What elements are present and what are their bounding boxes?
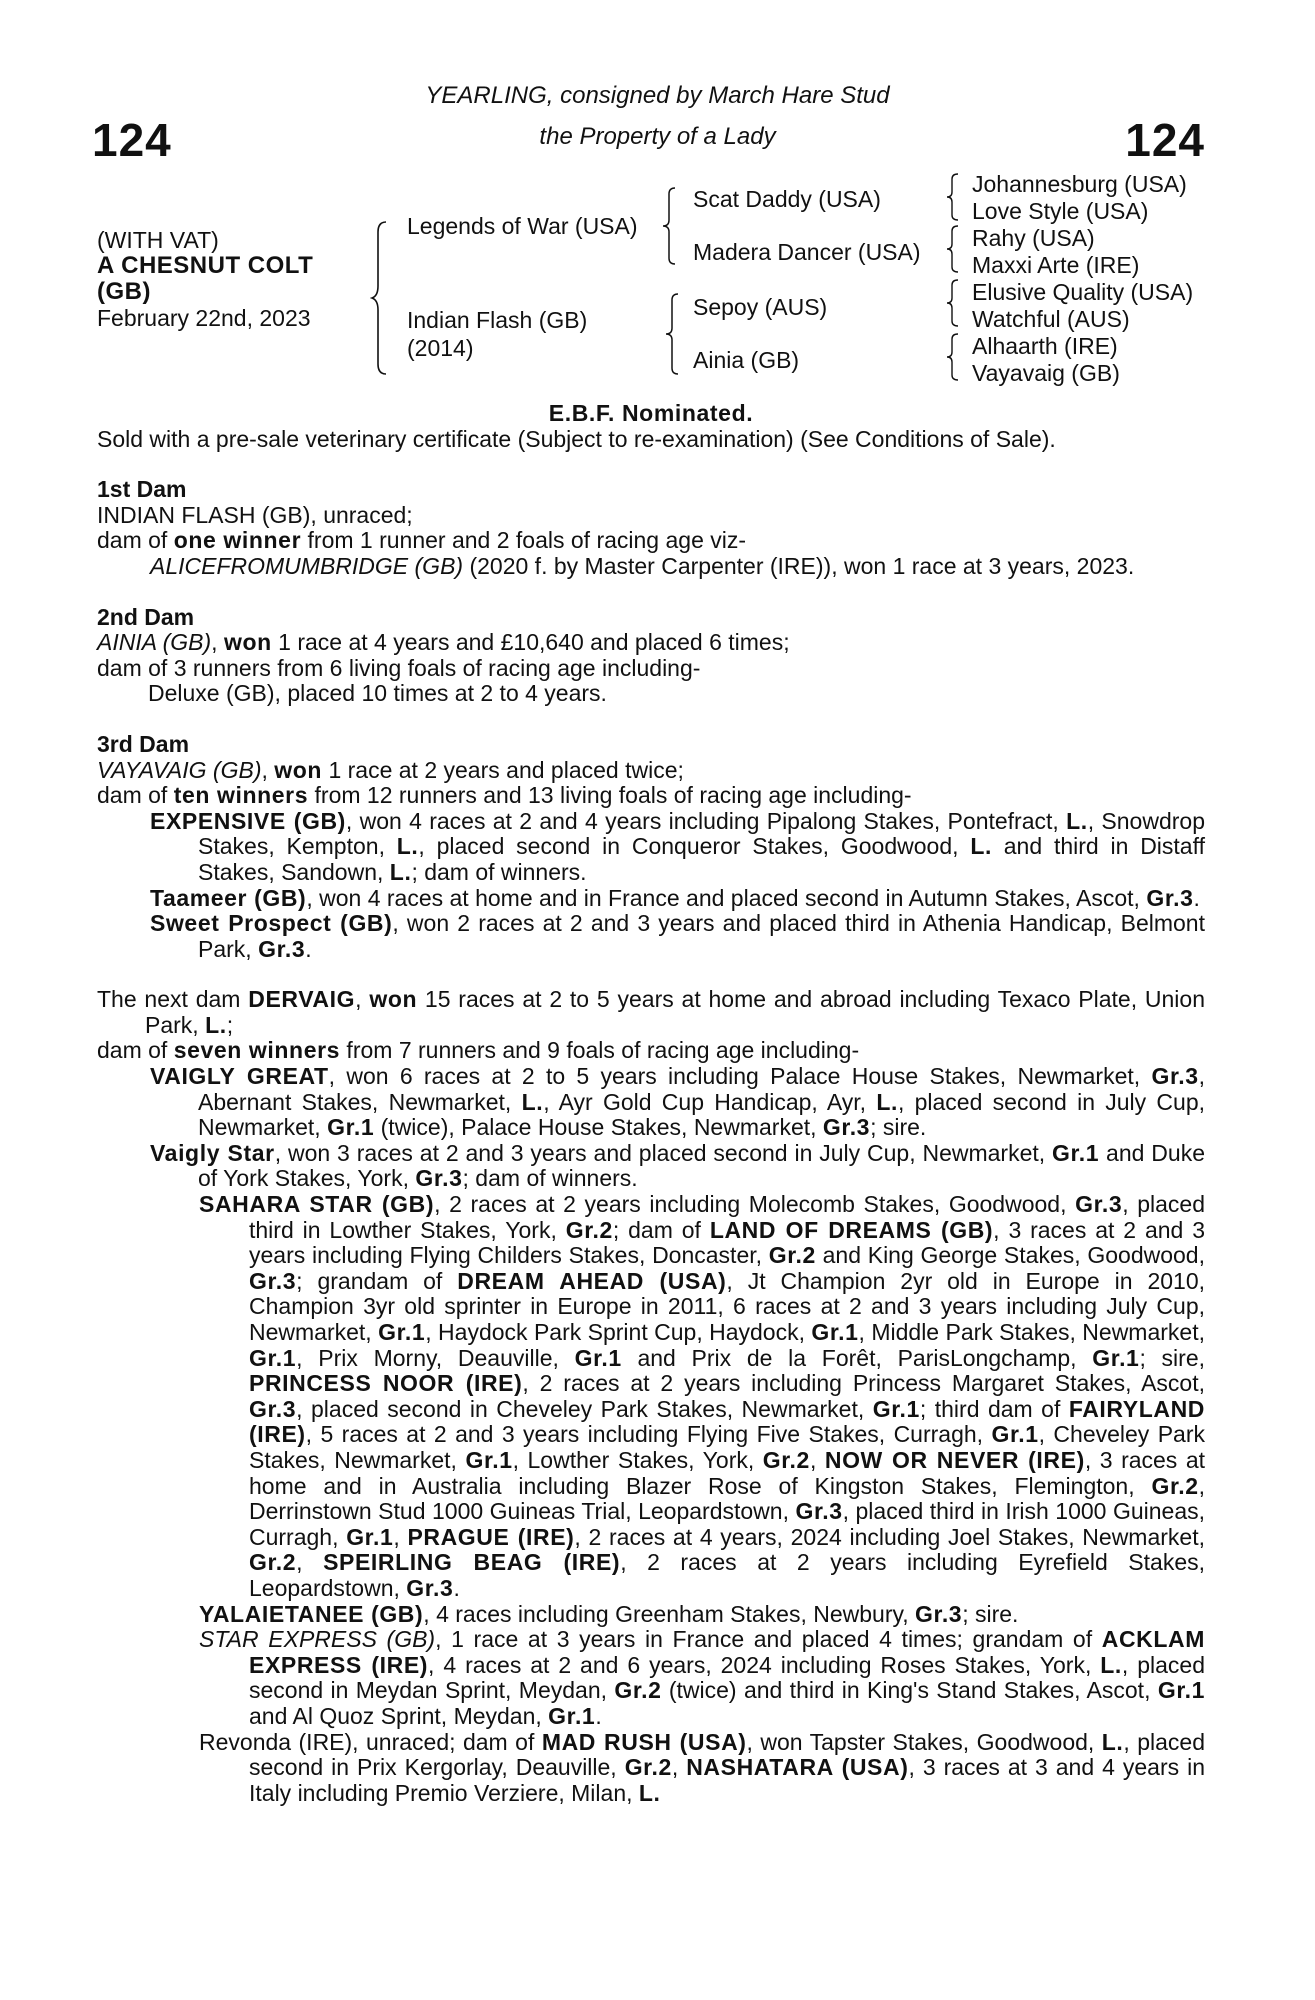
pedigree-dam-year: (2014) bbox=[407, 335, 474, 361]
foaling-date: February 22nd, 2023 bbox=[97, 305, 311, 331]
pedigree-brace-g78 bbox=[946, 332, 960, 382]
pedigree-g6: Watchful (AUS) bbox=[972, 306, 1130, 332]
first-dam-heading: 1st Dam bbox=[97, 476, 187, 503]
property-line: the Property of a Lady bbox=[539, 123, 776, 150]
lot-number-left: 124 bbox=[92, 114, 172, 166]
next-dam-line: The next dam DERVAIG, won 15 races at 2 to 5 years at home and abroad including Texaco Plate, Union Park, L.; bbox=[97, 986, 1205, 1038]
pedigree-g4: Maxxi Arte (IRE) bbox=[972, 252, 1140, 278]
first-dam-produce-summary: dam of one winner from 1 runner and 2 foals of racing age viz- bbox=[97, 527, 747, 554]
pedigree-dam: Indian Flash (GB) bbox=[407, 307, 588, 333]
second-dam-produce-entry: Deluxe (GB), placed 10 times at 2 to 4 years. bbox=[148, 680, 607, 707]
pedigree-brace-sire bbox=[662, 186, 678, 266]
horse-name: A CHESNUT COLT bbox=[97, 252, 314, 279]
vat-note: (WITH VAT) bbox=[97, 227, 219, 253]
consignor-line: YEARLING, consigned by March Hare Stud bbox=[425, 82, 890, 109]
pedigree-sire-dam: Madera Dancer (USA) bbox=[693, 239, 921, 265]
lot-number-right: 124 bbox=[1125, 114, 1205, 166]
produce-entry-yalaietanee: YALAIETANEE (GB), 4 races including Greenham Stakes, Newbury, Gr.3; sire. bbox=[199, 1600, 1019, 1627]
third-dam-line: VAYAVAIG (GB), won 1 race at 2 years and placed twice; bbox=[97, 756, 684, 783]
produce-entry-taameer: Taameer (GB), won 4 races at home and in France and placed second in Autumn Stakes, Ascot, Gr.3. bbox=[150, 884, 1200, 911]
pedigree-g2: Love Style (USA) bbox=[972, 198, 1149, 224]
second-dam-line: AINIA (GB), won 1 race at 4 years and £10,640 and placed 6 times; bbox=[97, 629, 790, 656]
pedigree-sire: Legends of War (USA) bbox=[407, 213, 638, 239]
catalogue-body bbox=[97, 401, 1205, 1806]
pedigree-sire-sire: Scat Daddy (USA) bbox=[693, 186, 881, 212]
vet-certificate-note: Sold with a pre-sale veterinary certificate (Subject to re-examination) (See Conditions of Sale). bbox=[97, 425, 1056, 452]
third-dam-produce-summary: dam of ten winners from 12 runners and 13 living foals of racing age including- bbox=[97, 782, 912, 809]
second-dam-heading: 2nd Dam bbox=[97, 603, 195, 630]
produce-entry-star-express: STAR EXPRESS (GB), 1 race at 3 years in France and placed 4 times; grandam of ACKLAM EXPRESS (IRE), 4 races at 2 and 6 years, 2024 including Roses Stakes, York, L., placed second in Meydan Sprint, Meydan, Gr.2 (twice) and third in King's Stand Stakes, Ascot, Gr.1 and Al Quoz Sprint, Meydan, Gr.1. bbox=[199, 1626, 1205, 1729]
produce-entry-sahara-star: SAHARA STAR (GB), 2 races at 2 years including Molecomb Stakes, Goodwood, Gr.3, placed third in Lowther Stakes, York, Gr.2; dam of LAND OF DREAMS (GB), 3 races at 2 and 3 years including Flying Childers Stakes, Doncaster, Gr.2 and King George Stakes, Goodwood, Gr.3; grandam of DREAM AHEAD (USA), Jt Champion 2yr old in Europe in 2010, Champion 3yr old sprinter in Europe in 2011, 6 races at 2 and 3 years including July Cup, Newmarket, Gr.1, Haydock Park Sprint Cup, Haydock, Gr.1, Middle Park Stakes, Newmarket, Gr.1, Prix Morny, Deauville, Gr.1 and Prix de la Forêt, ParisLongchamp, Gr.1; sire, PRINCESS NOOR (IRE), 2 races at 2 years including Princess Margaret Stakes, Ascot, Gr.3, placed second in Cheveley Park Stakes, Newmarket, Gr.1; third dam of FAIRYLAND (IRE), 5 races at 2 and 3 years including Flying Five Stakes, Curragh, Gr.1, Cheveley Park Stakes, Newmarket, Gr.1, Lowther Stakes, York, Gr.2, NOW OR NEVER (IRE), 3 races at home and in Australia including Blazer Rose of Kingston Stakes, Flemington, Gr.2, Derrinstown Stud 1000 Guineas Trial, Leopardstown, Gr.3, placed third in Irish 1000 Guineas, Curragh, Gr.1, PRAGUE (IRE), 2 races at 4 years, 2024 including Joel Stakes, Newmarket, Gr.2, SPEIRLING BEAG (IRE), 2 races at 2 years including Eyrefield Stakes, Leopardstown, Gr.3. bbox=[199, 1191, 1206, 1601]
pedigree-brace-g56 bbox=[946, 278, 960, 328]
horse-origin: (GB) bbox=[97, 278, 151, 305]
pedigree-brace-g12 bbox=[946, 172, 960, 222]
pedigree-dam-dam: Ainia (GB) bbox=[693, 347, 800, 373]
third-dam-heading: 3rd Dam bbox=[97, 730, 190, 757]
pedigree-g3: Rahy (USA) bbox=[972, 225, 1095, 251]
pedigree-brace-main bbox=[370, 220, 390, 376]
pedigree-brace-dam bbox=[665, 292, 681, 376]
pedigree-g5: Elusive Quality (USA) bbox=[972, 279, 1194, 305]
first-dam-produce-entry: ALICEFROMUMBRIDGE (GB) (2020 f. by Master Carpenter (IRE)), won 1 race at 3 years, 2023. bbox=[150, 552, 1135, 579]
pedigree-brace-g34 bbox=[946, 224, 960, 274]
pedigree-g8: Vayavaig (GB) bbox=[972, 360, 1120, 386]
produce-entry-vaigly-great: VAIGLY GREAT, won 6 races at 2 to 5 years including Palace House Stakes, Newmarket, Gr.3, Abernant Stakes, Newmarket, L., Ayr Gold Cup Handicap, Ayr, L., placed second in July Cup, Newmarket, Gr.1 (twice), Palace House Stakes, Newmarket, Gr.3; sire. bbox=[150, 1063, 1206, 1141]
produce-entry-expensive: EXPENSIVE (GB), won 4 races at 2 and 4 years including Pipalong Stakes, Pontefract, L., Snowdrop Stakes, Kempton, L., placed second in Conqueror Stakes, Goodwood, L. and third in Distaff Stakes, Sandown, L.; dam of winners. bbox=[150, 807, 1205, 885]
next-dam-produce-summary: dam of seven winners from 7 runners and 9 foals of racing age including- bbox=[97, 1037, 860, 1064]
ebf-nominated: E.B.F. Nominated. bbox=[548, 400, 754, 426]
second-dam-produce-summary: dam of 3 runners from 6 living foals of racing age including- bbox=[97, 654, 701, 681]
produce-entry-sweet-prospect: Sweet Prospect (GB), won 2 races at 2 and 3 years and placed third in Athenia Handicap, Belmont Park, Gr.3. bbox=[150, 910, 1205, 962]
pedigree-g7: Alhaarth (IRE) bbox=[972, 333, 1118, 359]
produce-entry-vaigly-star: Vaigly Star, won 3 races at 2 and 3 years and placed second in July Cup, Newmarket, Gr.1 and Duke of York Stakes, York, Gr.3; dam of winners. bbox=[150, 1139, 1205, 1192]
pedigree-dam-sire: Sepoy (AUS) bbox=[693, 294, 828, 320]
pedigree-g1: Johannesburg (USA) bbox=[972, 171, 1187, 197]
produce-entry-revonda: Revonda (IRE), unraced; dam of MAD RUSH (USA), won Tapster Stakes, Goodwood, L., placed second in Prix Kergorlay, Deauville, Gr.2, NASHATARA (USA), 3 races at 3 and 4 years in Italy including Premio Verziere, Milan, L. bbox=[199, 1728, 1206, 1806]
first-dam-line: INDIAN FLASH (GB), unraced; bbox=[97, 501, 413, 528]
